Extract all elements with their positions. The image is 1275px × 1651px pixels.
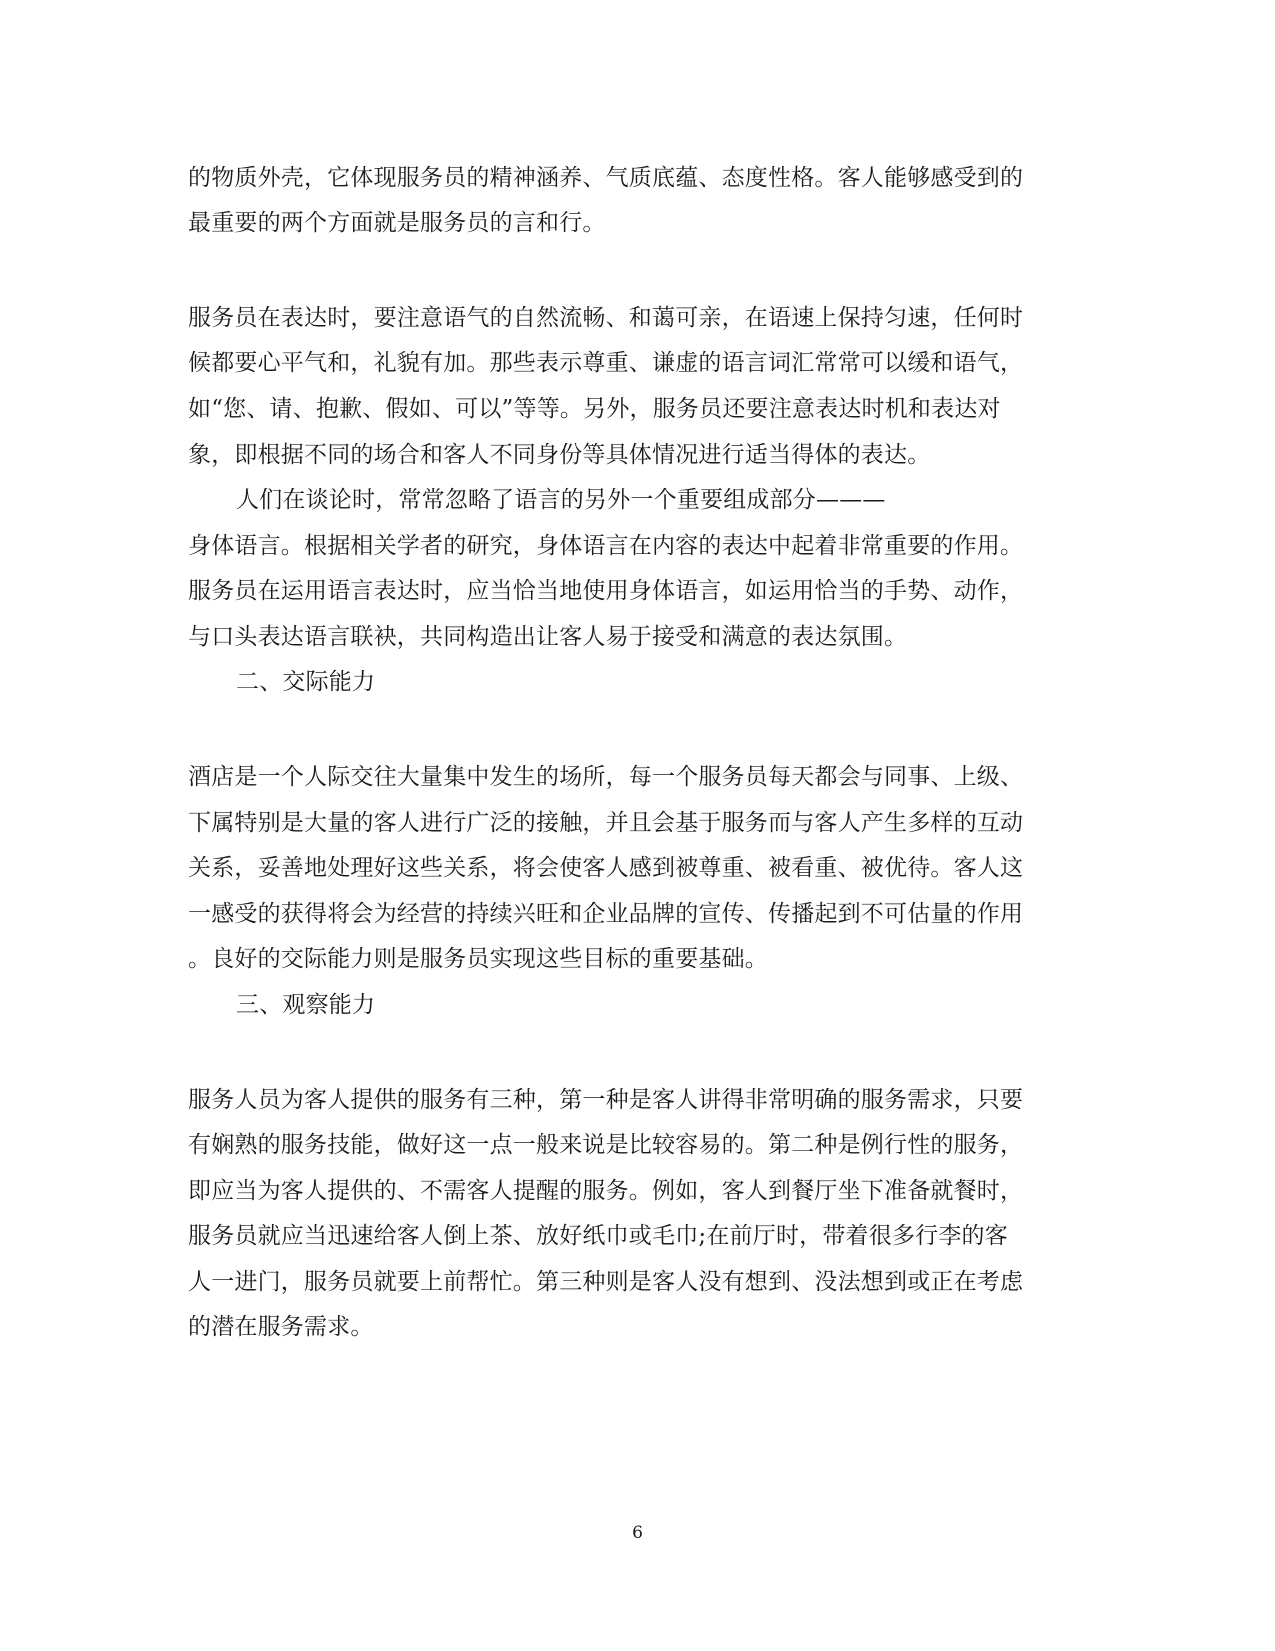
text-line: 服务人员为客人提供的服务有三种，第一种是客人讲得非常明确的服务需求，只要 [188, 1087, 1024, 1113]
text-line: 候都要心平气和，礼貌有加。那些表示尊重、谦虚的语言词汇常常可以缓和语气， [188, 350, 1024, 376]
text-line: 服务员在运用语言表达时，应当恰当地使用身体语言，如运用恰当的手势、动作， [188, 578, 1024, 604]
section-heading: 三、观察能力 [236, 992, 376, 1018]
text-line: 。良好的交际能力则是服务员实现这些目标的重要基础。 [188, 946, 768, 972]
text-line: 与口头表达语言联袂，共同构造出让客人易于接受和满意的表达氛围。 [188, 624, 908, 650]
page-number: 6 [632, 1523, 643, 1543]
section-heading: 二、交际能力 [236, 669, 376, 695]
text-line: 最重要的两个方面就是服务员的言和行。 [188, 210, 606, 236]
text-line: 服务员就应当迅速给客人倒上茶、放好纸巾或毛巾;在前厅时，带着很多行李的客 [188, 1223, 1008, 1249]
text-line: 有娴熟的服务技能，做好这一点一般来说是比较容易的。第二种是例行性的服务， [188, 1132, 1024, 1158]
text-line: 如“您、请、抱歉、假如、可以”等等。另外，服务员还要注意表达时机和表达对 [188, 396, 1001, 422]
text-line: 一感受的获得将会为经营的持续兴旺和企业品牌的宣传、传播起到不可估量的作用 [188, 901, 1024, 927]
text-line: 象，即根据不同的场合和客人不同身份等具体情况进行适当得体的表达。 [188, 442, 931, 468]
text-line: 服务员在表达时，要注意语气的自然流畅、和蔼可亲，在语速上保持匀速，任何时 [188, 305, 1024, 331]
text-line: 的物质外壳，它体现服务员的精神涵养、气质底蕴、态度性格。客人能够感受到的 [188, 165, 1024, 191]
text-line: 的潜在服务需求。 [188, 1314, 374, 1340]
text-line: 即应当为客人提供的、不需客人提醒的服务。例如，客人到餐厅坐下准备就餐时， [188, 1178, 1024, 1204]
text-line: 关系，妥善地处理好这些关系，将会使客人感到被尊重、被看重、被优待。客人这 [188, 855, 1024, 881]
text-line: 人一进门，服务员就要上前帮忙。第三种则是客人没有想到、没法想到或正在考虑 [188, 1269, 1024, 1295]
text-line: 人们在谈论时，常常忽略了语言的另外一个重要组成部分——— [236, 487, 886, 513]
text-line: 身体语言。根据相关学者的研究，身体语言在内容的表达中起着非常重要的作用。 [188, 533, 1024, 559]
text-line: 酒店是一个人际交往大量集中发生的场所，每一个服务员每天都会与同事、上级、 [188, 764, 1024, 790]
text-line: 下属特别是大量的客人进行广泛的接触，并且会基于服务而与客人产生多样的互动 [188, 810, 1024, 836]
